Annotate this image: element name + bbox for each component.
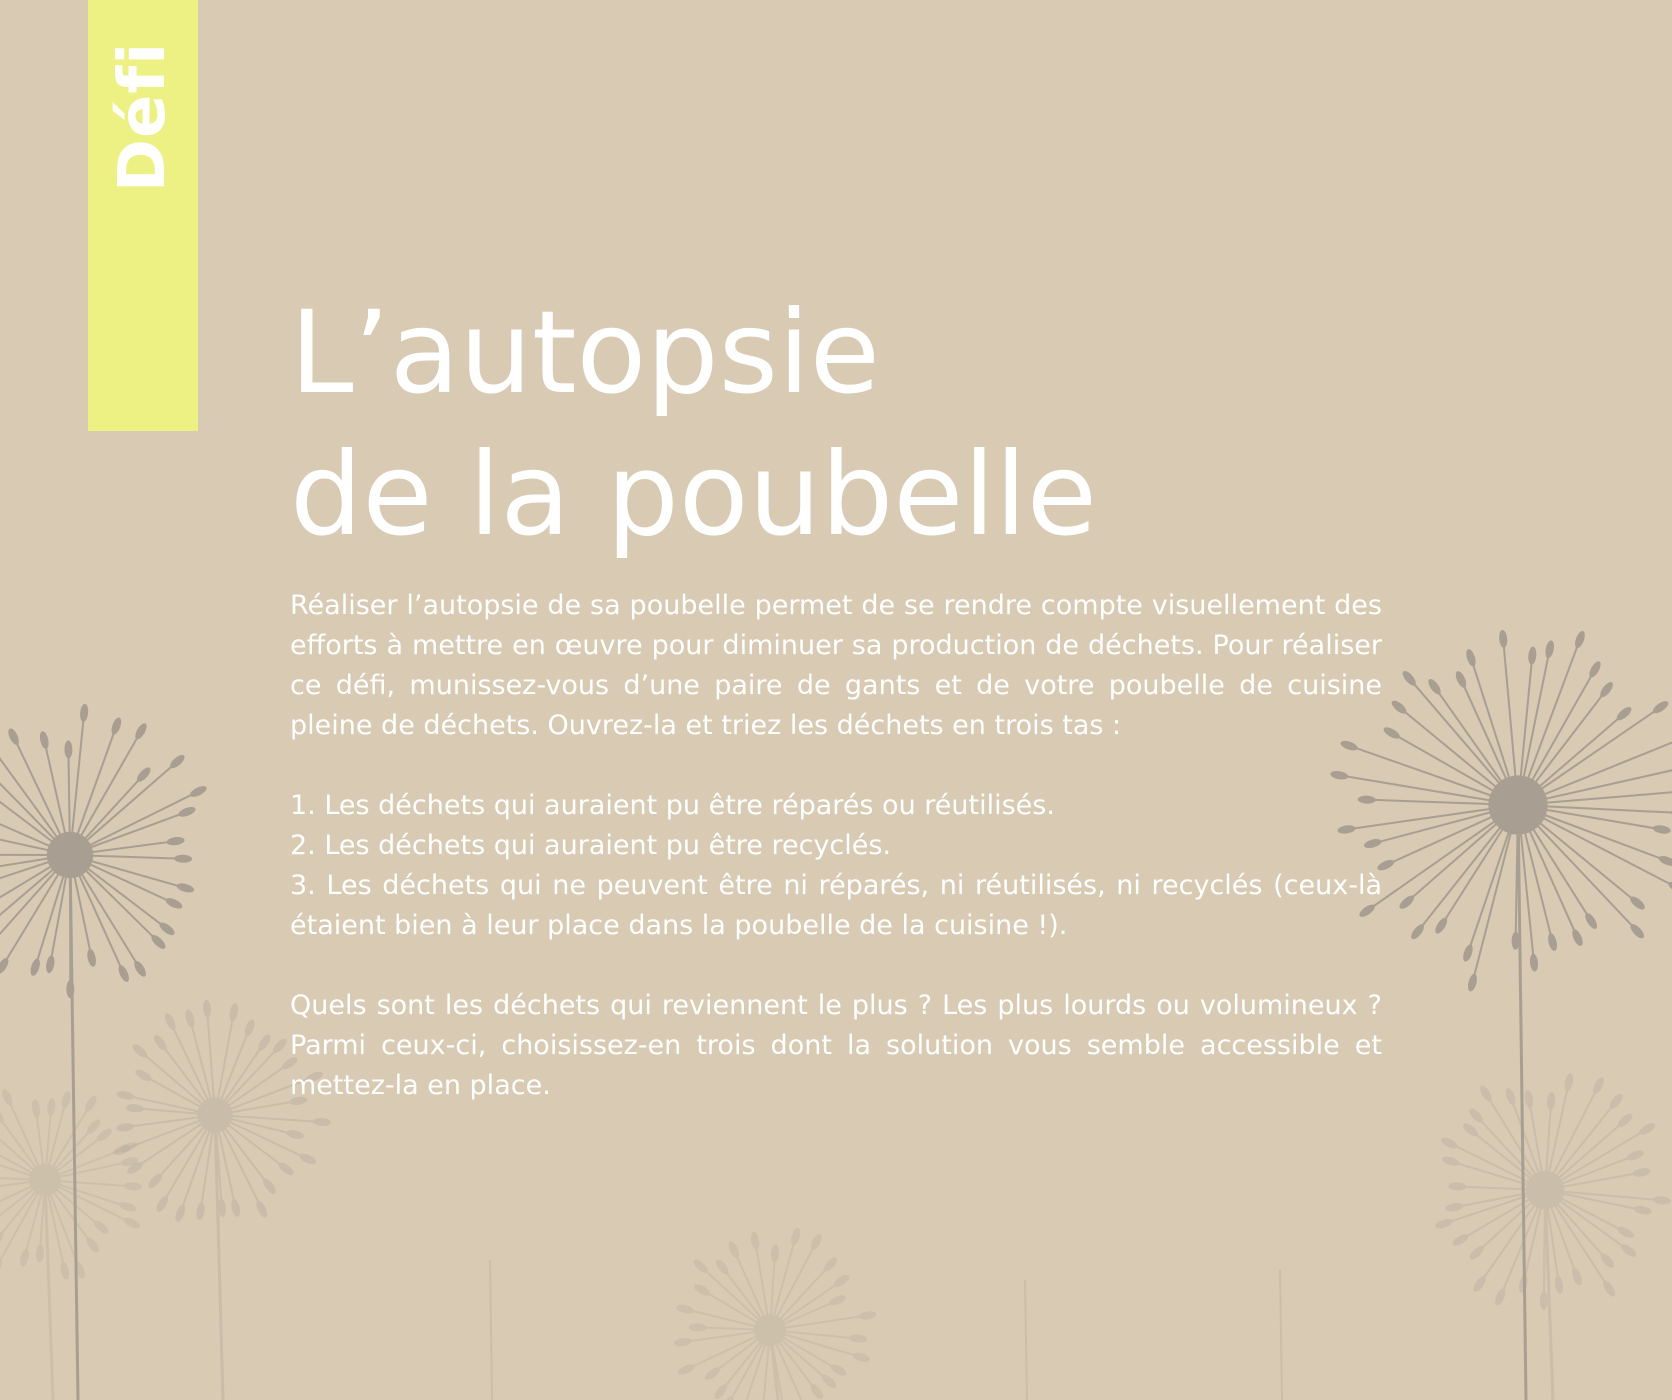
closing-paragraph: Quels sont les déchets qui reviennent le plus ? Les plus lourds ou volumineux ? Parmi ceux-ci, choisissez-en trois dont la solution vous semble accessible et mettez-la en place. xyxy=(290,990,1382,1101)
dandelion-flower xyxy=(673,1227,877,1400)
dandelion-flower xyxy=(0,1087,142,1400)
sorting-step: 3. Les déchets qui ne peuvent être ni réparés, ni réutilisés, ni recyclés (ceux-là étaient bien à leur place dans la poubelle de la cuisine !). xyxy=(290,870,1382,941)
dandelion-flower xyxy=(0,704,208,1400)
category-tab-label: Défi xyxy=(106,41,180,193)
sorting-steps-list xyxy=(290,786,1382,946)
category-tab xyxy=(88,0,198,431)
page-title-line-2: de la poubelle xyxy=(290,428,1097,561)
dandelion-flower xyxy=(1434,1072,1671,1400)
article-body xyxy=(290,586,1382,1106)
page-title-line-1: L’autopsie xyxy=(290,286,880,419)
sorting-step: 2. Les déchets qui auraient pu être recyclés. xyxy=(290,830,892,861)
intro-paragraph: Réaliser l’autopsie de sa poubelle permet de se rendre compte visuellement des efforts à mettre en œuvre pour diminuer sa production de déchets. Pour réaliser ce défi, munissez-vous d’une paire de gants et de votre poubelle de cuisine pleine de déchets. Ouvrez-la et triez les déchets en trois tas : xyxy=(290,590,1382,741)
sorting-step: 1. Les déchets qui auraient pu être réparés ou réutilisés. xyxy=(290,790,1055,821)
page-title xyxy=(290,282,1097,566)
